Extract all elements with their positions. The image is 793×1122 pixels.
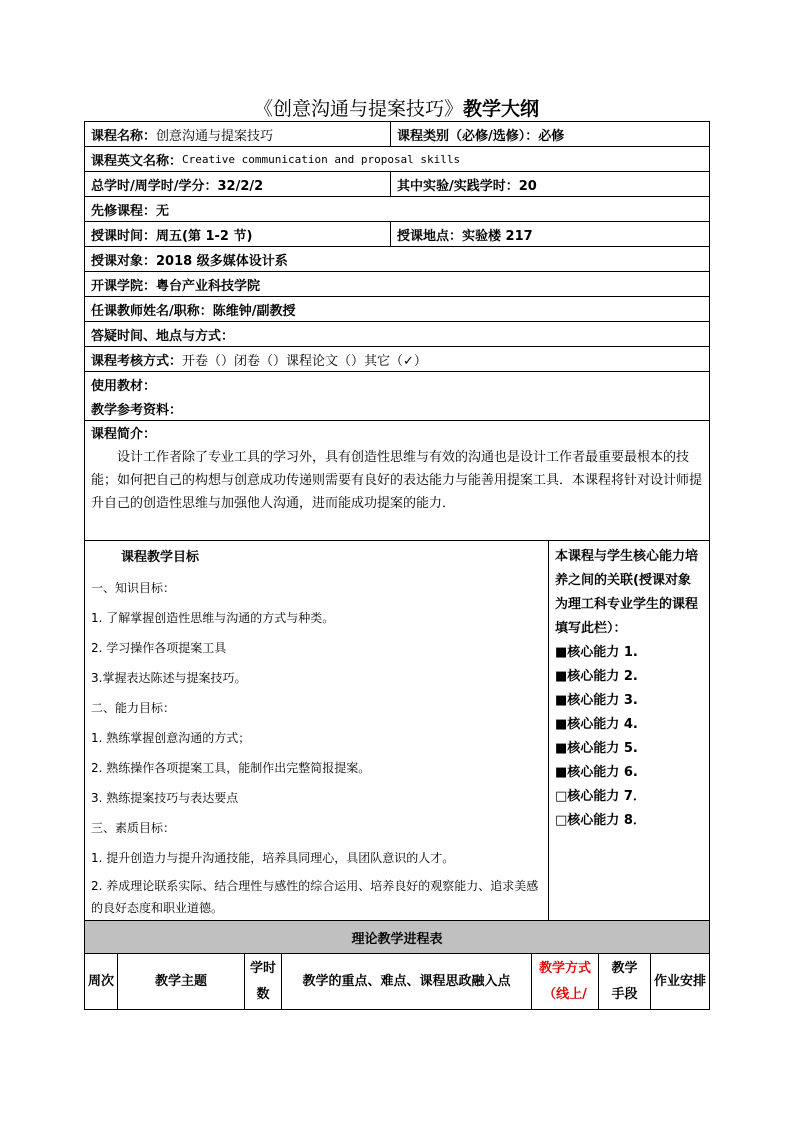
checkbox-icon: ■ <box>555 645 568 660</box>
checkbox-icon: ■ <box>555 765 568 780</box>
course-name: 创意沟通与提案技巧 <box>156 128 274 144</box>
course-type: 课程类别（必修/选修）：必修 <box>397 128 565 144</box>
table-row <box>85 197 709 222</box>
checkbox-icon: □ <box>555 789 568 804</box>
core-label: 核心能力 6. <box>567 765 638 780</box>
checkbox-icon: ■ <box>555 669 568 684</box>
core-abilities <box>549 541 709 920</box>
objective-line: 1. 了解掌握创造性思维与沟通的方式与种类。 <box>91 611 335 625</box>
label: 课程英文名称： <box>91 153 183 169</box>
assessment: 开卷（）闭卷（）课程论文（）其它（✓） <box>182 353 427 369</box>
prerequisites: 先修课程：无 <box>91 203 170 219</box>
core-heading: 本课程与学生核心能力培养之间的关联(授课对象为理工科专业学生的课程填写此栏）： <box>555 549 699 636</box>
table-row <box>85 297 709 322</box>
hours: 总学时/周学时/学分：32/2/2 <box>85 172 391 196</box>
table-row <box>85 272 709 297</box>
table-row <box>85 147 709 172</box>
header-means: 教学手段 <box>599 954 651 1009</box>
header-hours: 学时数 <box>245 954 282 1009</box>
core-label: 核心能力 7． <box>567 789 646 804</box>
class-place: 授课地点：实验楼 217 <box>397 228 533 244</box>
course-name-cell <box>85 122 391 146</box>
core-item <box>555 737 703 761</box>
checkbox-icon: □ <box>555 813 568 828</box>
objective-line: 2. 学习操作各项提案工具 <box>91 641 227 655</box>
core-label: 核心能力 8． <box>567 813 646 828</box>
textbook: 使用教材： <box>91 378 157 394</box>
table-row <box>85 372 709 421</box>
objective-line: 1. 提升创造力与提升沟通技能，培养具同理心，具团队意识的人才。 <box>91 851 455 865</box>
english-name: Creative communication and proposal skills <box>182 152 461 166</box>
intro-label: 课程简介： <box>91 427 157 442</box>
table-row <box>85 347 709 372</box>
objectives-heading: 课程教学目标 <box>121 550 200 565</box>
objective-line: 2. 熟练操作各项提案工具，能制作出完整简报提案。 <box>91 761 371 775</box>
core-item <box>555 761 703 785</box>
class-time: 授课时间：周五(第 1-2 节) <box>85 222 391 246</box>
checkbox-icon: ■ <box>555 693 568 708</box>
intro-text: 设计工作者除了专业工具的学习外，具有创造性思维与有效的沟通也是设计工作者最重要最根本的技能；如何把自己的构想与创意成功传递则需要有良好的表达能力与能善用提案工具．本课程将针对设计师提升自己的创造性思维与加强他人沟通，进而能成功提案的能力． <box>91 450 703 511</box>
core-item <box>555 641 703 665</box>
core-item <box>555 689 703 713</box>
core-item <box>555 665 703 689</box>
header-week: 周次 <box>85 954 118 1009</box>
objective-line: 三、素质目标： <box>91 821 176 835</box>
core-item <box>555 713 703 737</box>
core-label: 核心能力 4. <box>567 717 638 732</box>
table-row <box>85 122 709 147</box>
core-label: 核心能力 2. <box>567 669 638 684</box>
core-label: 核心能力 1. <box>567 645 638 660</box>
core-label: 核心能力 5. <box>567 741 638 756</box>
core-item <box>555 809 703 833</box>
header-topic: 教学主题 <box>118 954 245 1009</box>
core-item <box>555 785 703 809</box>
objective-line: 1. 熟练掌握创意沟通的方式； <box>91 731 251 745</box>
header-homework: 作业安排 <box>653 973 706 989</box>
checkbox-icon: ■ <box>555 717 568 732</box>
checkbox-icon: ■ <box>555 741 568 756</box>
title-suffix: 教学大纲 <box>463 98 540 120</box>
core-label: 核心能力 3. <box>567 693 638 708</box>
lab-hours: 其中实验/实践学时：20 <box>397 178 537 194</box>
schedule-header <box>85 954 709 1009</box>
document-title <box>0 94 793 121</box>
objectives <box>85 541 549 920</box>
college: 开课学院：粤台产业科技学院 <box>91 278 261 294</box>
label: 课程考核方式： <box>91 353 183 369</box>
table-row <box>85 172 709 197</box>
objective-line: 3.掌握表达陈述与提案技巧。 <box>91 671 247 685</box>
table-row <box>85 322 709 347</box>
references: 教学参考资料： <box>91 402 183 418</box>
title-course: 《创意沟通与提案技巧》 <box>253 98 463 120</box>
audience: 授课对象：2018 级多媒体设计系 <box>91 253 288 269</box>
schedule-title: 理论教学进程表 <box>85 921 709 954</box>
teacher: 任课教师姓名/职称：陈维钟/副教授 <box>91 303 296 319</box>
syllabus-table <box>84 121 710 1010</box>
objective-line: 2. 养成理论联系实际、结合理性与感性的综合运用、培养良好的观察能力、追求美感的良好态度和职业道德。 <box>91 879 539 915</box>
label: 课程名称： <box>91 128 157 144</box>
header-focus: 教学的重点、难点、课程思政融入点 <box>282 954 532 1009</box>
qa-info: 答疑时间、地点与方式： <box>91 328 235 344</box>
header-method: 教学方式（线上/ <box>532 954 599 1009</box>
objective-line: 一、知识目标： <box>91 581 176 595</box>
table-row <box>85 247 709 272</box>
objective-line: 3. 熟练提案技巧与表达要点 <box>91 791 239 805</box>
course-intro <box>85 421 709 541</box>
table-row <box>85 222 709 247</box>
objective-line: 二、能力目标： <box>91 701 176 715</box>
objectives-row <box>85 541 709 921</box>
